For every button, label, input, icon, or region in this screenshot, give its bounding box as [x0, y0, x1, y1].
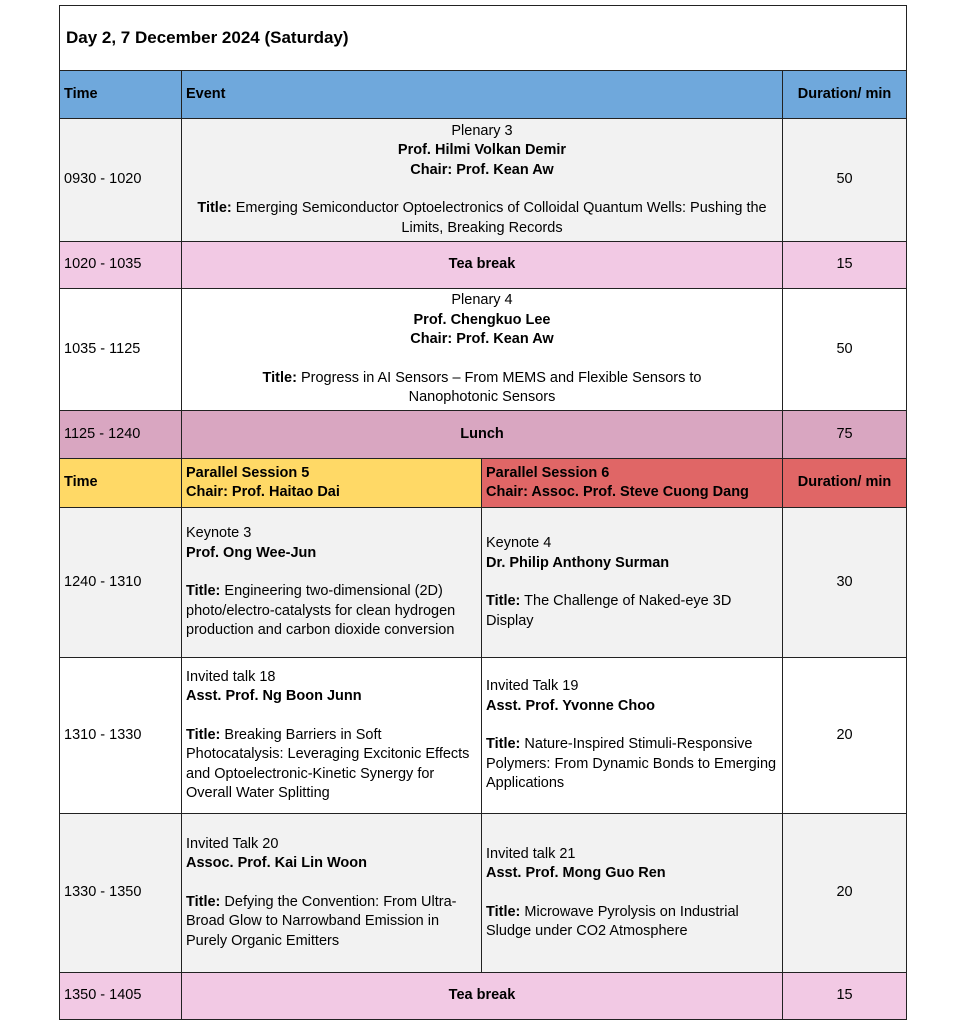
- talk-title-label: Title:: [186, 726, 221, 743]
- talk-title-label: Title:: [486, 903, 521, 920]
- talk-speaker: Dr. Philip Anthony Surman: [486, 554, 670, 571]
- session6-name: Parallel Session 6: [486, 464, 610, 481]
- talk-title-text: Defying the Convention: From Ultra-Broad Glow to Narrowband Emission in Purely Organic Emitters: [186, 893, 457, 949]
- tea1-duration: 15: [783, 242, 907, 289]
- talk-title-label: Title:: [186, 583, 221, 600]
- plenary3-name: Plenary 3: [451, 122, 513, 139]
- plenary3-title-label: Title:: [197, 200, 232, 217]
- slot-duration: 30: [783, 508, 907, 658]
- tea2-duration: 15: [783, 973, 907, 1020]
- session5-header: [182, 459, 482, 508]
- talk-name: Invited talk 18: [186, 668, 276, 685]
- slot-right-talk: [482, 658, 783, 814]
- talk-speaker: Assoc. Prof. Kai Lin Woon: [186, 855, 367, 872]
- talk-title: [186, 726, 477, 804]
- plenary3-title-text: Emerging Semiconductor Optoelectronics of Colloidal Quantum Wells: Pushing the Limits, Breaking Records: [235, 200, 767, 236]
- tea2-row: [60, 973, 907, 1020]
- slot-row: [60, 658, 907, 814]
- plenary3-time: 0930 - 1020: [60, 119, 182, 242]
- tea2-label: Tea break: [448, 987, 516, 1004]
- parallel-header-row: [60, 459, 907, 508]
- slot-time: 1330 - 1350: [60, 814, 182, 973]
- plenary4-title-label: Title:: [262, 369, 297, 386]
- session6-chair: Chair: Assoc. Prof. Steve Cuong Dang: [486, 484, 749, 500]
- lunch-label: Lunch: [460, 425, 504, 442]
- plenary3-row: [60, 119, 907, 242]
- slot-left-talk: [182, 658, 482, 814]
- slot-left-talk: [182, 814, 482, 973]
- lunch-time: 1125 - 1240: [60, 411, 182, 459]
- talk-name: Keynote 3: [186, 525, 252, 542]
- header-duration: Duration/ min: [783, 71, 907, 119]
- lunch-duration: 75: [783, 411, 907, 459]
- slot-duration: 20: [783, 814, 907, 973]
- plenary4-chair: Chair: Prof. Kean Aw: [410, 331, 554, 348]
- talk-name: Invited Talk 20: [186, 835, 279, 852]
- talk-title: [186, 582, 477, 641]
- talk-name: Invited Talk 19: [486, 678, 579, 695]
- lunch-row: [60, 411, 907, 459]
- talk-title-text: Nature-Inspired Stimuli-Responsive Polymers: From Dynamic Bonds to Emerging Applications: [486, 736, 777, 792]
- header-event: Event: [182, 71, 783, 119]
- day-title-row: [60, 6, 907, 71]
- talk-speaker: Asst. Prof. Yvonne Choo: [486, 697, 655, 714]
- talk-title-text: Microwave Pyrolysis on Industrial Sludge under CO2 Atmosphere: [486, 903, 739, 939]
- plenary3-title: [186, 199, 778, 238]
- parallel-header-duration: Duration/ min: [783, 459, 907, 508]
- plenary3-chair: Chair: Prof. Kean Aw: [410, 161, 554, 178]
- slot-left-talk: [182, 508, 482, 658]
- plenary4-time: 1035 - 1125: [60, 289, 182, 411]
- session5-name: Parallel Session 5: [186, 464, 310, 481]
- talk-name: Invited talk 21: [486, 845, 576, 862]
- talk-title-text: Breaking Barriers in Soft Photocatalysis: Leveraging Excitonic Effects and Optoelectronic-Kinetic Synergy for Overall Water Splitting: [186, 726, 470, 801]
- talk-speaker: Asst. Prof. Mong Guo Ren: [486, 865, 666, 881]
- talk-title-label: Title:: [486, 736, 521, 753]
- plenary3-duration: 50: [783, 119, 907, 242]
- talk-title: [486, 592, 778, 631]
- talk-title-text: The Challenge of Naked-eye 3D Display: [486, 593, 732, 629]
- slot-row: [60, 814, 907, 973]
- plenary4-title-text: Progress in AI Sensors – From MEMS and Flexible Sensors to Nanophotonic Sensors: [300, 369, 702, 406]
- plenary3-speaker: Prof. Hilmi Volkan Demir: [397, 142, 567, 159]
- plenary3-event: [182, 119, 783, 242]
- talk-title-label: Title:: [486, 593, 521, 609]
- plenary4-speaker: Prof. Chengkuo Lee: [413, 311, 551, 328]
- talk-speaker: Prof. Ong Wee-Jun: [186, 544, 317, 561]
- tea1-time: 1020 - 1035: [60, 242, 182, 289]
- session6-header: [482, 459, 783, 508]
- slot-row: [60, 508, 907, 658]
- tea1-label: Tea break: [448, 256, 516, 273]
- talk-title: [186, 893, 477, 952]
- talk-title: [486, 735, 778, 794]
- tea2-time: 1350 - 1405: [60, 973, 182, 1020]
- header-row: [60, 71, 907, 119]
- talk-name: Keynote 4: [486, 535, 552, 551]
- plenary4-row: [60, 289, 907, 411]
- talk-speaker: Asst. Prof. Ng Boon Junn: [186, 688, 362, 704]
- session5-chair: Chair: Prof. Haitao Dai: [186, 484, 340, 500]
- talk-title-label: Title:: [186, 893, 221, 910]
- tea1-row: [60, 242, 907, 289]
- parallel-header-time: Time: [60, 459, 182, 508]
- slot-time: 1240 - 1310: [60, 508, 182, 658]
- header-time: Time: [60, 71, 182, 119]
- slot-right-talk: [482, 814, 783, 973]
- plenary4-event: [182, 289, 783, 411]
- slot-time: 1310 - 1330: [60, 658, 182, 814]
- plenary4-title: [186, 369, 778, 408]
- day-title: Day 2, 7 December 2024 (Saturday): [60, 6, 907, 71]
- schedule-table: [59, 5, 907, 1020]
- slot-duration: 20: [783, 658, 907, 814]
- slot-right-talk: [482, 508, 783, 658]
- talk-title: [486, 903, 778, 942]
- talk-title-text: Engineering two-dimensional (2D) photo/electro-catalysts for clean hydrogen production and carbon dioxide conversion: [186, 583, 456, 639]
- plenary4-duration: 50: [783, 289, 907, 411]
- plenary4-name: Plenary 4: [451, 292, 513, 309]
